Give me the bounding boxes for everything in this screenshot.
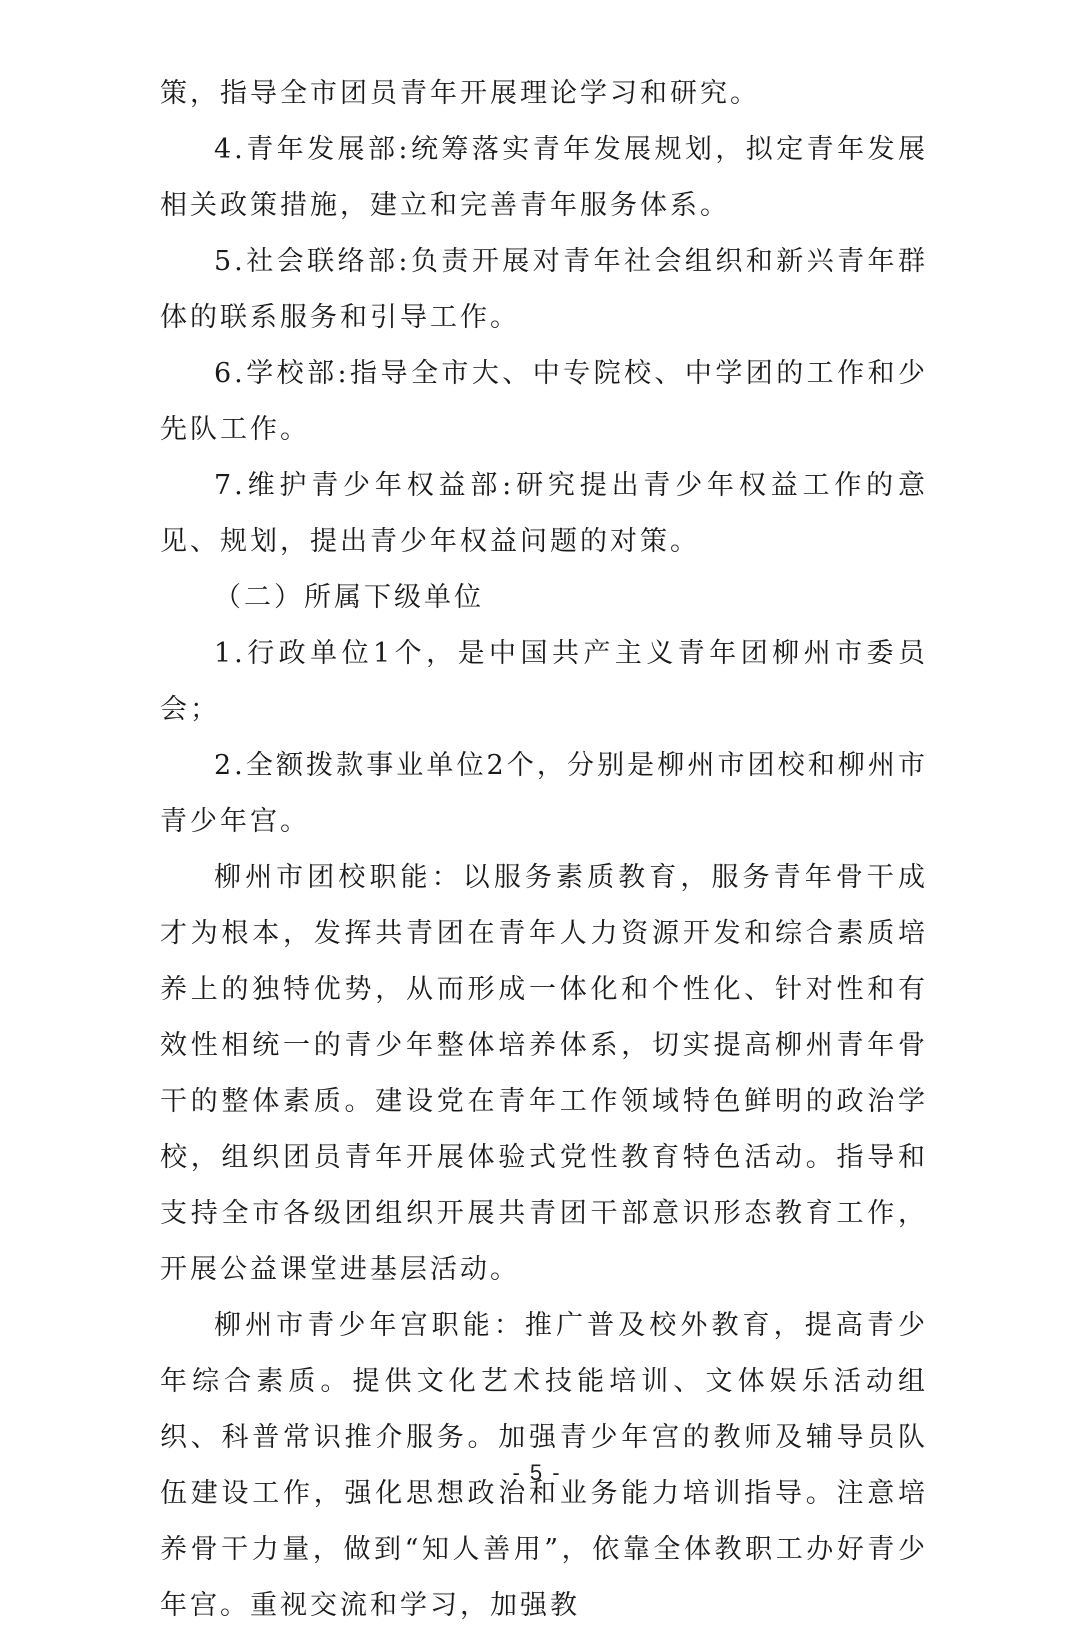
section-heading: （二）所属下级单位: [214, 582, 484, 613]
paragraph: 2.全额拨款事业单位2个，分别是柳州市团校和柳州市青少年宫。: [160, 750, 928, 837]
paragraph: 1.行政单位1个，是中国共产主义青年团柳州市委员会；: [160, 638, 928, 725]
paragraph: 6.学校部:指导全市大、中专院校、中学团的工作和少先队工作。: [160, 358, 928, 445]
paragraph: 柳州市青少年宫职能：推广普及校外教育，提高青少年综合素质。提供文化艺术技能培训、文体娱乐活动组织、科普常识推介服务。加强青少年宫的教师及辅导员队伍建设工作，强化思想政治和业务能力培训指导。注意培养骨干力量，做到“知人善用”，依靠全体教职工办好青少年宫。重视交流和学习，加强教: [160, 1310, 928, 1621]
page-number: - 5 -: [512, 1460, 562, 1485]
paragraph: 7.维护青少年权益部:研究提出青少年权益工作的意见、规划，提出青少年权益问题的对策。: [160, 470, 928, 557]
paragraph: 策，指导全市团员青年开展理论学习和研究。: [160, 78, 760, 109]
document-body: [160, 66, 928, 1634]
paragraph: 柳州市团校职能：以服务素质教育，服务青年骨干成才为根本，发挥共青团在青年人力资源开发和综合素质培养上的独特优势，从而形成一体化和个性化、针对性和有效性相统一的青少年整体培养体系，切实提高柳州青年骨干的整体素质。建设党在青年工作领域特色鲜明的政治学校，组织团员青年开展体验式党性教育特色活动。指导和支持全市各级团组织开展共青团干部意识形态教育工作，开展公益课堂进基层活动。: [160, 862, 928, 1285]
paragraph: 4.青年发展部:统筹落实青年发展规划，拟定青年发展相关政策措施，建立和完善青年服务体系。: [160, 134, 928, 221]
paragraph: 5.社会联络部:负责开展对青年社会组织和新兴青年群体的联系服务和引导工作。: [160, 246, 928, 333]
